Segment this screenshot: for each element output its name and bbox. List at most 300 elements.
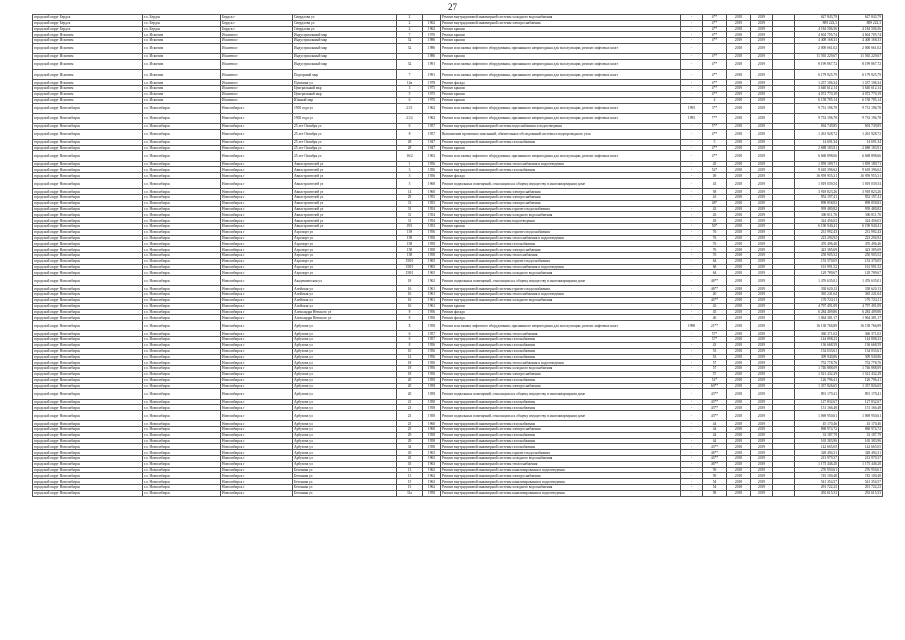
end-year-cell: 2019 (751, 258, 773, 264)
cost-cell: 9 733 196,78 (795, 113, 839, 123)
total-cost-cell: 142 665,05 (839, 444, 883, 450)
cost-cell: 4 408 168,33 (795, 38, 839, 44)
build-year-cell: 1958 (423, 411, 441, 421)
work-type-cell: Ремонт внутридомовой инженерной системы теплоснабжения и водоотведения (441, 360, 681, 366)
cost-cell: 231 992,43 (795, 229, 839, 235)
total-cost-cell: 6 179 925,79 (839, 70, 883, 80)
end-year-cell: 2019 (751, 321, 773, 331)
lift-year-cell: - (681, 399, 703, 405)
district-cell: г.о. Новосибирск (143, 377, 221, 383)
lift-year-cell: - (681, 342, 703, 348)
cost-cell: 161 991,52 (795, 264, 839, 270)
city-cell: Искитим г (221, 80, 293, 86)
street-cell: 25 лет Октября ул (293, 129, 397, 139)
table-row (33, 43, 883, 53)
municipality-cell: городской округ Новосибирск (33, 179, 143, 189)
work-type-cell: Ремонт внутридомовой инженерной системы электроснабжения (441, 195, 681, 201)
start-year-cell: 2018 (727, 276, 751, 286)
start-year-cell: 2018 (727, 432, 751, 438)
lift-year-cell: - (681, 258, 703, 264)
lift-year-cell: - (681, 286, 703, 292)
table-row (33, 179, 883, 189)
end-year-cell: 2019 (751, 189, 773, 195)
street-cell: Арбузова ул (293, 389, 397, 399)
total-cost-cell: 745 100,48 (839, 473, 883, 479)
lift-year-cell: - (681, 444, 703, 450)
total-cost-cell: 476 496,46 (839, 241, 883, 247)
house-number-cell: 45 (397, 456, 423, 462)
start-year-cell: 2018 (727, 377, 751, 383)
municipality-cell: городской округ Новосибирск (33, 411, 143, 421)
house-number-cell: 6 (397, 123, 423, 129)
house-number-cell: 8 (397, 342, 423, 348)
house-number-cell: 1 (397, 161, 423, 167)
city-cell: Новосибирск г (221, 276, 293, 286)
municipality-cell: городской округ Искитим (33, 59, 143, 69)
work-type-cell: Ремонт внутридомовой инженерной системы холодного водоснабжения (441, 15, 681, 21)
city-cell: Новосибирск г (221, 450, 293, 456)
extra-cell (773, 490, 795, 496)
municipality-cell: городской округ Новосибирск (33, 151, 143, 161)
total-cost-cell: 291 722,23 (839, 485, 883, 491)
end-year-cell: 2019 (751, 167, 773, 173)
cost-cell: 4 072 770,19 (795, 91, 839, 97)
district-cell: г.о. Новосибирск (143, 321, 221, 331)
build-year-cell: 1986 (423, 43, 441, 53)
city-cell: Новосибирск г (221, 195, 293, 201)
work-type-cell: Ремонт внутридомовой инженерной системы газоснабжения (441, 438, 681, 444)
wear-percent-cell: 20 (703, 292, 727, 298)
total-cost-cell: 153 370,05 (839, 258, 883, 264)
district-cell: г.о. Новосибирск (143, 129, 221, 139)
municipality-cell: городской округ Новосибирск (33, 123, 143, 129)
district-cell: г.о. Искитим (143, 32, 221, 38)
build-year-cell: 1956 (423, 161, 441, 167)
street-cell: Авиастроителей ул (293, 218, 397, 224)
street-cell: Арбузова ул (293, 337, 397, 343)
municipality-cell: городской округ Новосибирск (33, 309, 143, 315)
cost-cell: 1 237 106,34 (795, 80, 839, 86)
street-cell: 1905 года ул (293, 103, 397, 113)
work-type-cell: Ремонт внутридомовой инженерной системы газоснабжения (441, 421, 681, 427)
total-cost-cell: 4 072 770,19 (839, 91, 883, 97)
lift-year-cell: - (681, 461, 703, 467)
municipality-cell: городской округ Новосибирск (33, 490, 143, 496)
total-cost-cell: 14 691,34 (839, 139, 883, 145)
cost-cell: 694 749,85 (795, 123, 839, 129)
lift-year-cell: - (681, 80, 703, 86)
street-cell: Свердлова ул (293, 20, 397, 26)
work-type-cell: Ремонт фасада (441, 80, 681, 86)
district-cell: г.о. Новосибирск (143, 411, 221, 421)
district-cell: г.о. Новосибирск (143, 331, 221, 337)
municipality-cell: городской округ Новосибирск (33, 450, 143, 456)
district-cell: г.о. Новосибирск (143, 253, 221, 259)
extra-cell (773, 411, 795, 421)
start-year-cell: 2018 (727, 200, 751, 206)
city-cell: Новосибирск г (221, 490, 293, 496)
build-year-cell: 1965 (423, 270, 441, 276)
city-cell: Новосибирск г (221, 292, 293, 298)
start-year-cell: 2018 (727, 342, 751, 348)
total-cost-cell: 292 615,53 (839, 490, 883, 496)
street-cell: Арбузова ул (293, 321, 397, 331)
extra-cell (773, 276, 795, 286)
district-cell: г.о. Новосибирск (143, 432, 221, 438)
work-type-cell: Ремонт крыши (441, 303, 681, 309)
lift-year-cell: - (681, 247, 703, 253)
build-year-cell: 1956 (423, 366, 441, 372)
municipality-cell: городской округ Новосибирск (33, 427, 143, 433)
build-year-cell: 1958 (423, 321, 441, 331)
end-year-cell: 2019 (751, 113, 773, 123)
municipality-cell: городской округ Новосибирск (33, 195, 143, 201)
end-year-cell: 2019 (751, 91, 773, 97)
start-year-cell: 2018 (727, 371, 751, 377)
wear-percent-cell: 45 (703, 309, 727, 315)
house-number-cell: 6 (397, 97, 423, 103)
wear-percent-cell: 57 (703, 366, 727, 372)
total-cost-cell: 1 476 635,01 (839, 276, 883, 286)
work-type-cell: Ремонт внутридомовой инженерной системы горячего водоснабжения (441, 286, 681, 292)
lift-year-cell: - (681, 421, 703, 427)
lift-year-cell: - (681, 59, 703, 69)
start-year-cell: 2018 (727, 43, 751, 53)
city-cell: Новосибирск г (221, 303, 293, 309)
total-cost-cell: 4 408 168,33 (839, 38, 883, 44)
lift-year-cell: - (681, 15, 703, 21)
lift-year-cell: - (681, 70, 703, 80)
end-year-cell: 2019 (751, 450, 773, 456)
city-cell: Новосибирск г (221, 309, 293, 315)
table-row (33, 411, 883, 421)
build-year-cell: 1963 (423, 461, 441, 467)
district-cell: г.о. Новосибирск (143, 229, 221, 235)
wear-percent-cell: 52* (703, 167, 727, 173)
wear-percent-cell: 21** (703, 321, 727, 331)
street-cell: Арбузова ул (293, 354, 397, 360)
wear-percent-cell: 76 (703, 253, 727, 259)
start-year-cell: 2018 (727, 54, 751, 60)
end-year-cell: 2019 (751, 161, 773, 167)
wear-percent-cell: 4** (703, 129, 727, 139)
start-year-cell: 2018 (727, 303, 751, 309)
build-year-cell: 1958 (423, 253, 441, 259)
wear-percent-cell: 43 (703, 195, 727, 201)
build-year-cell: 1956 (423, 354, 441, 360)
municipality-cell: городской округ Новосибирск (33, 405, 143, 411)
wear-percent-cell: 4** (703, 80, 727, 86)
municipality-cell: городской округ Искитим (33, 38, 143, 44)
work-type-cell: Ремонт внутридомовой инженерной системы газоснабжения (441, 342, 681, 348)
total-cost-cell: 33 187,79 (839, 432, 883, 438)
lift-year-cell: - (681, 490, 703, 496)
cost-cell: 952 197,41 (795, 195, 839, 201)
lift-year-cell: - (681, 206, 703, 212)
municipality-cell: городской округ Новосибирск (33, 145, 143, 151)
district-cell: г.о. Новосибирск (143, 354, 221, 360)
city-cell: Новосибирск г (221, 342, 293, 348)
end-year-cell: 2019 (751, 432, 773, 438)
lift-year-cell: - (681, 161, 703, 167)
cost-cell: 1 476 635,01 (795, 276, 839, 286)
end-year-cell: 2019 (751, 421, 773, 427)
municipality-cell: городской округ Новосибирск (33, 366, 143, 372)
end-year-cell: 2019 (751, 371, 773, 377)
total-cost-cell: 4 797 491,09 (839, 303, 883, 309)
cost-cell: 868 974,72 (795, 427, 839, 433)
total-cost-cell: 4 604 705,74 (839, 32, 883, 38)
district-cell: г.о. Новосибирск (143, 479, 221, 485)
district-cell: г.о. Новосибирск (143, 179, 221, 189)
street-cell: Авиастроителей ул (293, 189, 397, 195)
lift-year-cell: - (681, 264, 703, 270)
wear-percent-cell: 43 (703, 342, 727, 348)
total-cost-cell: 231 992,43 (839, 229, 883, 235)
cost-cell: 151 166,48 (795, 405, 839, 411)
work-type-cell: Ремонт внутридомовой инженерной системы холодного водоснабжения (441, 366, 681, 372)
wear-percent-cell: 64 (703, 270, 727, 276)
build-year-cell: 1956 (423, 342, 441, 348)
end-year-cell: 2019 (751, 354, 773, 360)
district-cell: г.о. Новосибирск (143, 206, 221, 212)
cost-cell: 134 033,61 (795, 348, 839, 354)
start-year-cell: 2019 (727, 315, 751, 321)
house-number-cell: 31 (397, 218, 423, 224)
end-year-cell: 2019 (751, 123, 773, 129)
wear-percent-cell: 60** (703, 383, 727, 389)
house-number-cell: 18 (397, 360, 423, 366)
total-cost-cell: 144 808,23 (839, 337, 883, 343)
start-year-cell: 2018 (727, 337, 751, 343)
extra-cell (773, 389, 795, 399)
municipality-cell: городской округ Новосибирск (33, 206, 143, 212)
house-number-cell: 14 (397, 189, 423, 195)
total-cost-cell: 1 521 432,29 (839, 371, 883, 377)
municipality-cell: городской округ Новосибирск (33, 258, 143, 264)
lift-year-cell: - (681, 145, 703, 151)
house-number-cell: 12в (397, 80, 423, 86)
cost-cell: 250 905,52 (795, 253, 839, 259)
cost-cell: 3 918 823,26 (795, 189, 839, 195)
work-type-cell: Ремонт внутридомовой инженерной системы холодного водоснабжения (441, 297, 681, 303)
cost-cell: 11 565 229,67 (795, 54, 839, 60)
start-year-cell: 2018 (727, 59, 751, 69)
build-year-cell: 1958 (423, 432, 441, 438)
cost-cell: 9 618 396,62 (795, 167, 839, 173)
city-cell: Новосибирск г (221, 218, 293, 224)
municipality-cell: городской округ Новосибирск (33, 113, 143, 123)
work-type-cell: Ремонт внутридомовой инженерной системы канализирования и водоотведения (441, 479, 681, 485)
start-year-cell: 2018 (727, 224, 751, 230)
municipality-cell: городской округ Новосибирск (33, 264, 143, 270)
wear-percent-cell: 43 (703, 212, 727, 218)
build-year-cell: 1986 (423, 54, 441, 60)
build-year-cell: 1957 (423, 123, 441, 129)
municipality-cell: городской округ Новосибирск (33, 276, 143, 286)
cost-cell: 6 190 940,41 (795, 224, 839, 230)
street-cell: Авиастроителей ул (293, 179, 397, 189)
build-year-cell: 1962 (423, 485, 441, 491)
cost-cell: 889 222,3 (795, 20, 839, 26)
street-cell: Бетонная ул (293, 479, 397, 485)
total-cost-cell: 306 811,76 (839, 212, 883, 218)
table-row (33, 59, 883, 69)
build-year-cell: 1960 (423, 421, 441, 427)
lift-year-cell: - (681, 473, 703, 479)
build-year-cell: 1963 (423, 450, 441, 456)
city-cell: Новосибирск г (221, 456, 293, 462)
lift-year-cell: - (681, 377, 703, 383)
build-year-cell: 1958 (423, 405, 441, 411)
city-cell: Новосибирск г (221, 315, 293, 321)
build-year-cell: 1962 (423, 26, 441, 32)
city-cell: Новосибирск г (221, 360, 293, 366)
city-cell: Новосибирск г (221, 461, 293, 467)
start-year-cell: 2018 (727, 129, 751, 139)
end-year-cell: 2019 (751, 151, 773, 161)
house-number-cell: 45 (397, 450, 423, 456)
work-type-cell: Ремонт внутридомовой инженерной системы газоснабжения (441, 354, 681, 360)
lift-year-cell: 1993 (681, 103, 703, 113)
district-cell: г.о. Новосибирск (143, 485, 221, 491)
build-year-cell: 1976 (423, 32, 441, 38)
start-year-cell: 2018 (727, 212, 751, 218)
district-cell: г.о. Искитим (143, 80, 221, 86)
municipality-cell: городской округ Новосибирск (33, 253, 143, 259)
city-cell: Искитим г (221, 43, 293, 53)
cost-cell: 1 261 928,72 (795, 129, 839, 139)
build-year-cell: 1962 (423, 103, 441, 113)
street-cell: Арбузова ул (293, 432, 397, 438)
house-number-cell: 158/1 (397, 258, 423, 264)
table-row (33, 276, 883, 286)
build-year-cell: 1947 (423, 145, 441, 151)
end-year-cell: 2019 (751, 229, 773, 235)
municipality-cell: городской округ Новосибирск (33, 438, 143, 444)
cost-cell: 16 959 955,31 (795, 173, 839, 179)
work-type-cell: Ремонт внутридомовой инженерной системы электроснабжения (441, 20, 681, 26)
start-year-cell: 2018 (727, 173, 751, 179)
end-year-cell: 2019 (751, 97, 773, 103)
house-number-cell: 3 (397, 86, 423, 92)
lift-year-cell: - (681, 485, 703, 491)
district-cell: г.о. Новосибирск (143, 366, 221, 372)
total-cost-cell: 176 724,11 (839, 297, 883, 303)
district-cell: г.о. Новосибирск (143, 224, 221, 230)
house-number-cell: 31 (397, 200, 423, 206)
total-cost-cell: 309 940,86 (839, 354, 883, 360)
total-cost-cell: 2 688 183,91 (839, 145, 883, 151)
city-cell: Новосибирск г (221, 270, 293, 276)
cost-cell: 8 199 867,72 (795, 59, 839, 69)
work-type-cell: Ремонт внутридомовой инженерной системы газоснабжения (441, 405, 681, 411)
total-cost-cell: 360 371,02 (839, 331, 883, 337)
end-year-cell: 2019 (751, 286, 773, 292)
municipality-cell: городской округ Бердск (33, 15, 143, 21)
lift-year-cell: - (681, 479, 703, 485)
house-number-cell: 13 (397, 473, 423, 479)
work-type-cell: Ремонт крыши (441, 224, 681, 230)
wear-percent-cell: 5** (703, 123, 727, 129)
house-number-cell: 20 (397, 383, 423, 389)
house-number-cell: 25 (397, 427, 423, 433)
work-type-cell: Ремонт внутридомовой инженерной системы газоснабжения (441, 432, 681, 438)
municipality-cell: городской округ Новосибирск (33, 297, 143, 303)
municipality-cell: городской округ Новосибирск (33, 241, 143, 247)
district-cell: г.о. Новосибирск (143, 235, 221, 241)
lift-year-cell: - (681, 253, 703, 259)
cost-cell: 898 858,83 (795, 200, 839, 206)
city-cell: Новосибирск г (221, 241, 293, 247)
end-year-cell: 2019 (751, 235, 773, 241)
wear-percent-cell: 76 (703, 241, 727, 247)
street-cell: Бетонная ул (293, 473, 397, 479)
total-cost-cell: 6 190 940,41 (839, 224, 883, 230)
start-year-cell: 2018 (727, 421, 751, 427)
street-cell: Индустриальный мкр (293, 43, 397, 53)
lift-year-cell: - (681, 456, 703, 462)
municipality-cell: городской округ Новосибирск (33, 461, 143, 467)
wear-percent-cell: 5 (703, 139, 727, 145)
build-year-cell: 1956 (423, 315, 441, 321)
build-year-cell: 1954 (423, 206, 441, 212)
city-cell: Новосибирск г (221, 427, 293, 433)
street-cell: Арбузова ул (293, 348, 397, 354)
lift-year-cell: - (681, 383, 703, 389)
district-cell: г.о. Новосибирск (143, 286, 221, 292)
house-number-cell: 2 (397, 15, 423, 21)
capital-repair-table (32, 14, 882, 497)
street-cell: 25 лет Октября ул (293, 123, 397, 129)
house-number-cell: 10 (397, 348, 423, 354)
start-year-cell: 2018 (727, 139, 751, 145)
work-type-cell: Ремонт крыши (441, 145, 681, 151)
city-cell: Новосибирск г (221, 444, 293, 450)
district-cell: г.о. Новосибирск (143, 389, 221, 399)
municipality-cell: городской округ Новосибирск (33, 432, 143, 438)
city-cell: Новосибирск г (221, 229, 293, 235)
city-cell: Новосибирск г (221, 113, 293, 123)
total-cost-cell: 889 222,3 (839, 20, 883, 26)
total-cost-cell: 1 237 106,34 (839, 80, 883, 86)
work-type-cell: Ремонт внутридомовой инженерной системы газоснабжения (441, 241, 681, 247)
build-year-cell: 1965 (423, 258, 441, 264)
work-type-cell: Ремонт внутридомовой инженерной системы теплоснабжения и водоотведения (441, 292, 681, 298)
cost-cell: 3 640 612,14 (795, 86, 839, 92)
end-year-cell: 2019 (751, 485, 773, 491)
total-cost-cell: 1 175 446,20 (839, 461, 883, 467)
cost-cell: 1 069 950,61 (795, 411, 839, 421)
house-number-cell: 28 (397, 145, 423, 151)
work-type-cell: Ремонт подвальных помещений, относящихся к общему имуществу в многоквартирном доме (441, 411, 681, 421)
total-cost-cell: 328 494,31 (839, 450, 883, 456)
total-cost-cell: 541 354,57 (839, 479, 883, 485)
city-cell: Новосибирск г (221, 337, 293, 343)
table-row (33, 70, 883, 80)
build-year-cell: 1960 (423, 189, 441, 195)
wear-percent-cell: 4** (703, 70, 727, 80)
municipality-cell: городской округ Искитим (33, 91, 143, 97)
total-cost-cell: 16 959 955,31 (839, 173, 883, 179)
city-cell: Бердск г (221, 26, 293, 32)
city-cell: Новосибирск г (221, 258, 293, 264)
cost-cell: 1 175 446,20 (795, 461, 839, 467)
start-year-cell: 2018 (727, 161, 751, 167)
work-type-cell: Ремонт внутридомовой инженерной системы холодного водоснабжения (441, 212, 681, 218)
start-year-cell: 2018 (727, 485, 751, 491)
district-cell: г.о. Новосибирск (143, 444, 221, 450)
